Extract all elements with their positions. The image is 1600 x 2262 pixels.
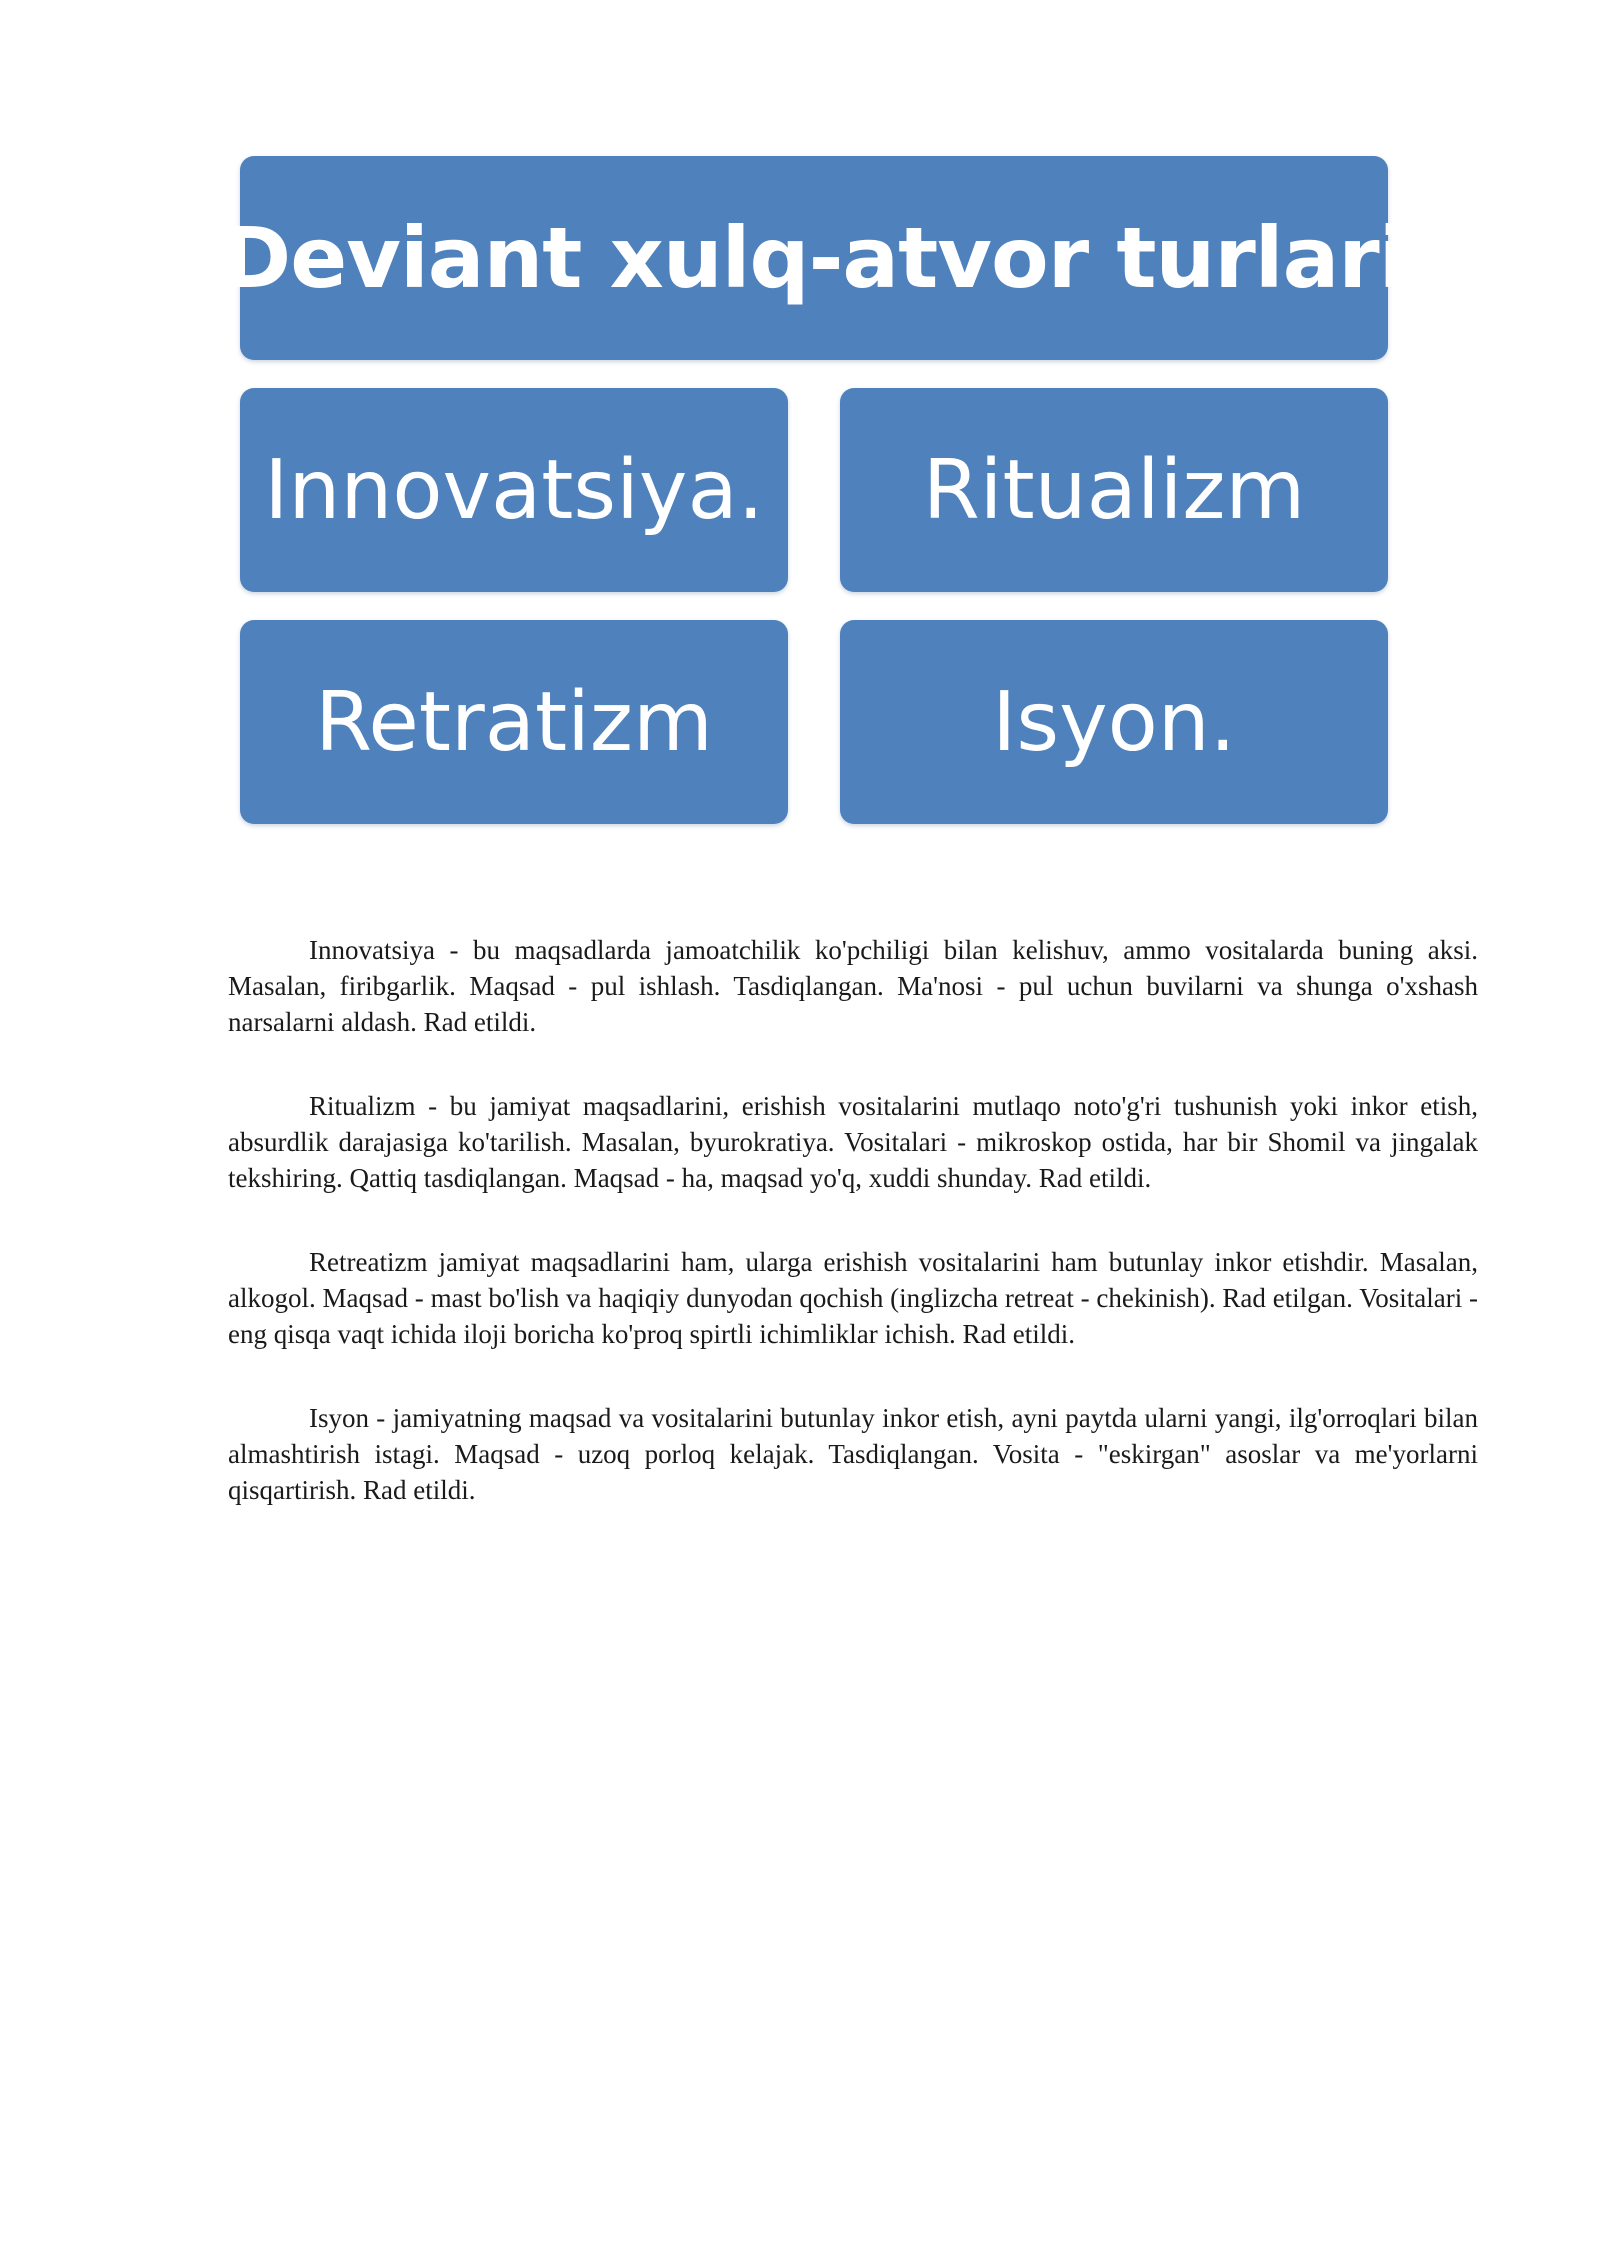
deviant-behavior-diagram (221, 156, 1407, 824)
diagram-box-ritualizm: Ritualizm (840, 388, 1388, 592)
paragraph-retreatizm: Retreatizm jamiyat maqsadlarini ham, ularga erishish vositalarini ham butunlay inkor etishdir. Masalan, alkogol. Maqsad - mast bo'lish va haqiqiy dunyodan qochish (inglizcha retreat - chekinish). Rad etilgan. Vositalari - eng qisqa vaqt ichida iloji boricha ko'proq spirtli ichimliklar ichish. Rad etildi. (228, 1247, 1478, 1349)
diagram-box-retratizm: Retratizm (240, 620, 788, 824)
diagram-box-isyon: Isyon. (840, 620, 1388, 824)
diagram-title-box: Deviant xulq-atvor turlari (240, 156, 1388, 360)
paragraph-innovatsiya: Innovatsiya - bu maqsadlarda jamoatchilik ko'pchiligi bilan kelishuv, ammo vositalarda buning aksi. Masalan, firibgarlik. Maqsad - pul ishlash. Tasdiqlangan. Ma'nosi - pul uchun buvilarni va shunga o'xshash narsalarni aldash. Rad etildi. (228, 935, 1478, 1037)
diagram-box-innovatsiya: Innovatsiya. (240, 388, 788, 592)
paragraph-ritualizm: Ritualizm - bu jamiyat maqsadlarini, erishish vositalarini mutlaqo noto'g'ri tushunish yoki inkor etish, absurdlik darajasiga ko'tarilish. Masalan, byurokratiya. Vositalari - mikroskop ostida, har bir Shomil va jingalak tekshiring. Qattiq tasdiqlangan. Maqsad - ha, maqsad yo'q, xuddi shunday. Rad etildi. (228, 1091, 1478, 1193)
document-body (228, 932, 1478, 1556)
paragraph-isyon: Isyon - jamiyatning maqsad va vositalarini butunlay inkor etish, ayni paytda ularni yangi, ilg'orroqlari bilan almashtirish istagi. Maqsad - uzoq porloq kelajak. Tasdiqlangan. Vosita - "eskirgan" asoslar va me'yorlarni qisqartirish. Rad etildi. (228, 1403, 1478, 1505)
